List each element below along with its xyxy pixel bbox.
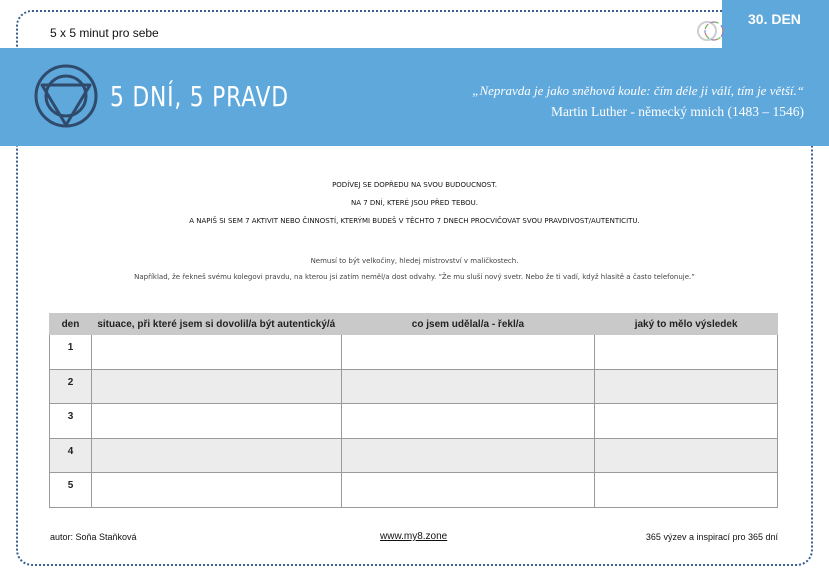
result-cell[interactable] xyxy=(595,369,778,404)
quote-author: Martin Luther - německý mnich (1483 – 1546) xyxy=(550,104,804,119)
instruction-line: PODÍVEJ SE DOPŘEDU NA SVOU BUDOUCNOST. xyxy=(332,181,497,189)
situation-cell[interactable] xyxy=(91,438,341,473)
footer-tagline: 365 výzev a inspirací pro 365 dní xyxy=(645,532,778,542)
instructions xyxy=(0,176,829,230)
action-cell[interactable] xyxy=(341,404,595,439)
logo-icon xyxy=(33,63,99,129)
header-day: den xyxy=(50,314,92,335)
action-cell[interactable] xyxy=(341,335,595,370)
header-result: jaký to mělo výsledek xyxy=(595,314,778,335)
worksheet-table xyxy=(49,313,778,508)
footer-website-link[interactable]: www.my8.zone xyxy=(380,531,448,542)
row-day-number: 1 xyxy=(50,335,92,370)
result-cell[interactable] xyxy=(595,438,778,473)
situation-cell[interactable] xyxy=(91,335,341,370)
series-title: 5 x 5 minut pro sebe xyxy=(50,26,159,40)
instruction-line: NA 7 DNÍ, KTERÉ JSOU PŘED TEBOU. xyxy=(350,199,479,207)
header-situation: situace, při které jsem si dovolil/a být autentický/á xyxy=(91,314,341,335)
action-cell[interactable] xyxy=(341,438,595,473)
row-day-number: 5 xyxy=(50,473,92,508)
situation-cell[interactable] xyxy=(91,369,341,404)
header-action: co jsem udělal/a - řekl/a xyxy=(341,314,595,335)
action-cell[interactable] xyxy=(341,473,595,508)
subtext-line: Nemusí to být velkočiny, hledej mistrovství v maličkostech. xyxy=(310,257,519,265)
table-row xyxy=(50,404,778,439)
result-cell[interactable] xyxy=(595,404,778,439)
table-header-row xyxy=(50,314,778,335)
table-row xyxy=(50,335,778,370)
row-day-number: 4 xyxy=(50,438,92,473)
quote-text: „Nepravda je jako sněhová koule: čím déle ji válí, tím je větší.“ xyxy=(472,83,804,98)
main-title: 5 DNÍ, 5 PRAVD xyxy=(110,80,289,113)
footer-author: autor: Soňa Staňková xyxy=(50,532,137,542)
action-cell[interactable] xyxy=(341,369,595,404)
result-cell[interactable] xyxy=(595,335,778,370)
quote-block xyxy=(472,80,804,122)
instruction-line: A NAPIŠ SI SEM 7 AKTIVIT NEBO ČINNOSTÍ, KTERÝMI BUDEŠ V TĚCHTO 7 DNECH PROCVIČOVAT SVOU PRAVDIVOST/AUTENTICITU. xyxy=(189,217,640,225)
color-circles-icon xyxy=(697,20,725,42)
subtext-line: Například, že řekneš svému kolegovi pravdu, na kterou jsi zatím neměl/a dost odvahy. “Že mu sluší nový svetr. Nebo že ti vadí, když hlasitě a často telefonuje.” xyxy=(134,273,695,281)
table-row xyxy=(50,369,778,404)
row-day-number: 3 xyxy=(50,404,92,439)
row-day-number: 2 xyxy=(50,369,92,404)
table-row xyxy=(50,473,778,508)
table-row xyxy=(50,438,778,473)
day-label: 30. DEN xyxy=(748,11,801,27)
result-cell[interactable] xyxy=(595,473,778,508)
subtext xyxy=(0,253,829,285)
situation-cell[interactable] xyxy=(91,404,341,439)
situation-cell[interactable] xyxy=(91,473,341,508)
